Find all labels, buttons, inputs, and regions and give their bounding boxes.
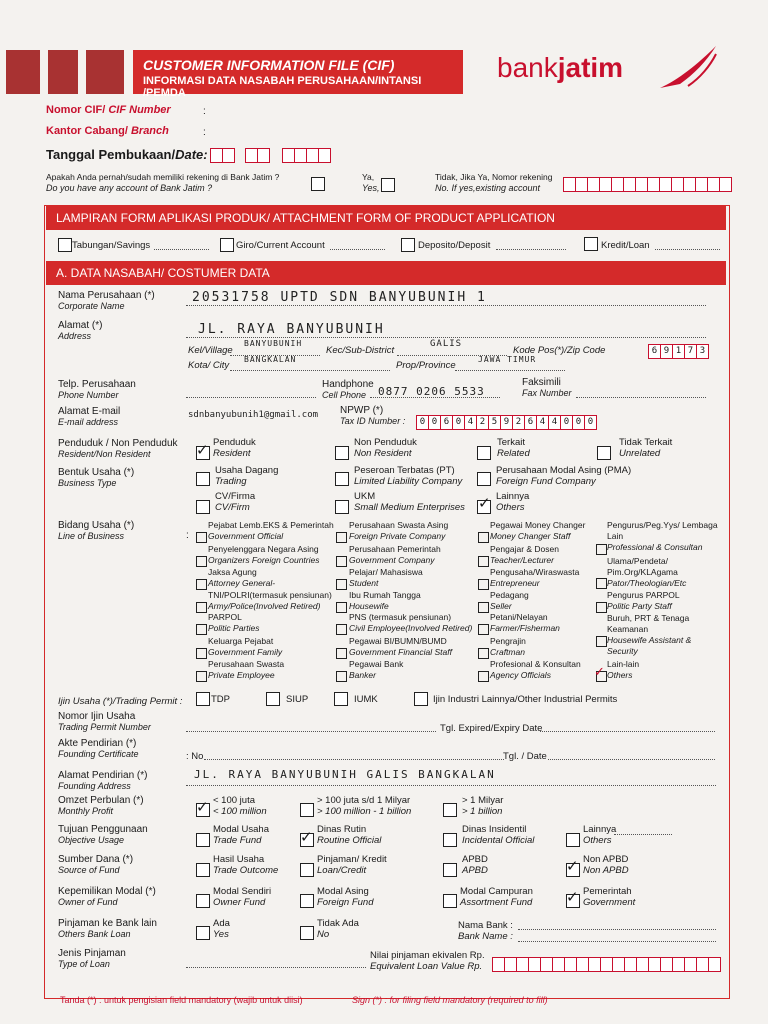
loan-value-label: Nilai pinjaman ekivalen Rp. Equivalent Loan Value Rp.	[370, 950, 485, 972]
foreign-fund-checkbox[interactable]	[300, 894, 314, 908]
email-label: Alamat E-mail E-mail address	[58, 406, 121, 427]
account-question: Apakah Anda pernah/sudah memiliki rekening di Bank Jatim ? Do you have any account of Bank Jatim ?	[46, 172, 280, 193]
line-option-checkbox[interactable]	[596, 578, 607, 589]
company-name-line	[186, 305, 706, 306]
company-name-label: Nama Perusahaan (*) Corporate Name	[58, 290, 155, 311]
non-apbd-check-icon: ✓	[566, 858, 579, 875]
founding-address-value[interactable]: JL. RAYA BANYUBUNIH GALIS BANGKALAN	[194, 768, 496, 781]
non-resident-opt-label: Non Penduduk Non Resident	[354, 437, 417, 459]
line-option-label: PNS (termasuk pensiunan) Civil Employee(Involved Retired)	[349, 612, 473, 633]
loan-yes-label: Ada Yes	[213, 918, 230, 940]
account-no-checkbox[interactable]	[381, 178, 395, 192]
address-line	[186, 337, 706, 338]
related-opt-label: Terkait Related	[497, 437, 530, 459]
profit-small-label: < 100 juta < 100 million	[213, 795, 267, 817]
line-option-label: Perusahaan Swasta Asing Foreign Private Company	[349, 520, 449, 541]
line-option-checkbox[interactable]	[336, 532, 347, 543]
owner-fund-opt-label: Modal Sendiri Owner Fund	[213, 886, 272, 908]
account-yes-label: Ya, Yes,	[362, 172, 380, 193]
city-value[interactable]: BANGKALAN	[244, 355, 297, 364]
cif-colon: :	[203, 106, 206, 117]
line-option-checkbox[interactable]	[196, 556, 207, 567]
iumk-checkbox[interactable]	[334, 692, 348, 706]
pma-opt-label: Perusahaan Modal Asing (PMA) Foreign Fund Company	[496, 465, 632, 487]
line-option-checkbox[interactable]	[596, 636, 607, 647]
form-title: CUSTOMER INFORMATION FILE (CIF)	[143, 57, 395, 73]
assortment-fund-opt-label: Modal Campuran Assortment Fund	[460, 886, 533, 908]
open-date-day[interactable]	[210, 148, 235, 163]
related-checkbox[interactable]	[477, 446, 491, 460]
subdistrict-value[interactable]: GALIS	[430, 339, 463, 349]
line-option-checkbox[interactable]	[336, 602, 347, 613]
profit-mid-checkbox[interactable]	[300, 803, 314, 817]
fund-source-label: Sumber Dana (*) Source of Fund	[58, 854, 134, 875]
logo-text-right: jatim	[557, 52, 624, 83]
line-option-label: Perusahaan Swasta Private Employee	[208, 659, 285, 680]
savings-checkbox[interactable]	[58, 238, 72, 252]
deposit-label: Deposito/Deposit	[418, 240, 491, 251]
line-option-label: Petani/Nelayan Farmer/Fisherman	[490, 612, 560, 633]
line-option-checkbox[interactable]	[478, 579, 489, 590]
logo-text-left: bank	[497, 52, 558, 83]
apbd-label: APBD APBD	[462, 854, 488, 876]
existing-account-cells[interactable]	[563, 177, 732, 192]
logo-swoosh-icon	[658, 44, 718, 90]
line-option-label: Penyelenggara Negara Asing Organizers Foreign Countries	[208, 544, 320, 565]
other-loan-label: Pinjaman ke Bank lain Others Bank Loan	[58, 918, 157, 939]
line-option-checkbox[interactable]	[478, 532, 489, 543]
line-option-label: Pejabat Lemb.EKS & Pemerintah Government Official	[208, 520, 334, 541]
tdp-checkbox[interactable]	[196, 692, 210, 706]
bank-name-line	[518, 929, 716, 930]
phone-line	[186, 397, 316, 398]
line-option-checkbox[interactable]	[478, 648, 489, 659]
address-value[interactable]: JL. RAYA BANYUBUNIH	[198, 322, 385, 337]
handphone-label: Handphone Cell Phone	[322, 379, 374, 400]
zip-label: Kode Pos(*)/Zip Code	[513, 345, 606, 356]
province-value[interactable]: JAWA TIMUR	[478, 355, 537, 364]
others-business-opt-label: Lainnya Others	[496, 491, 530, 513]
permit-number-line	[186, 731, 436, 732]
zip-cells[interactable]: 6 9 1 7 3	[648, 344, 709, 359]
non-resident-checkbox[interactable]	[335, 446, 349, 460]
village-label: Kel/Village	[188, 345, 233, 356]
line-option-checkbox[interactable]	[196, 602, 207, 613]
profit-small-check-icon: ✓	[196, 799, 209, 816]
routine-check-icon: ✓	[300, 829, 313, 846]
line-option-label: Pengusaha/Wiraswasta Entrepreneur	[490, 567, 580, 588]
loan-no-label: Tidak Ada No	[317, 918, 359, 940]
credit-dots	[655, 249, 720, 250]
expiry-label: Tgl. Expired/Expiry Date	[440, 723, 543, 734]
line-option-label: Pengurus PARPOL Politic Party Staff	[607, 590, 680, 611]
line-option-checkbox[interactable]	[336, 579, 347, 590]
line-option-label: Pedagang Seller	[490, 590, 529, 611]
loan-yes-checkbox[interactable]	[196, 926, 210, 940]
unrelated-opt-label: Tidak Terkait Unrelated	[619, 437, 673, 459]
line-option-checkbox[interactable]	[336, 648, 347, 659]
assortment-fund-checkbox[interactable]	[443, 894, 457, 908]
branch-colon: :	[203, 127, 206, 138]
savings-label: Tabungan/Savings	[72, 240, 151, 251]
header-block-3	[86, 50, 124, 94]
loan-type-label: Jenis Pinjaman Type of Loan	[58, 948, 126, 969]
form-subtitle: INFORMASI DATA NASABAH PERUSAHAAN/INTANSI /PEMDA	[143, 75, 422, 99]
line-option-checkbox[interactable]	[596, 602, 607, 613]
ukm-checkbox[interactable]	[335, 500, 349, 514]
bank-name-line-2	[518, 941, 716, 942]
objective-others-checkbox[interactable]	[566, 833, 580, 847]
line-option-label: Profesional & Konsultan Agency Officials	[490, 659, 581, 680]
bank-name-label: Nama Bank : Bank Name :	[458, 920, 513, 942]
fax-label: Faksimili Fax Number	[522, 377, 572, 398]
subdistrict-label: Kec/Sub-District	[326, 345, 395, 356]
cv-checkbox[interactable]	[196, 500, 210, 514]
form-title-bar	[133, 50, 463, 99]
foreign-fund-opt-label: Modal Asing Foreign Fund	[317, 886, 374, 908]
footer-note-id: Tanda (*) : untuk pengisian field mandatory (wajib untuk diisi)	[60, 995, 303, 1005]
owner-fund-checkbox[interactable]	[196, 894, 210, 908]
handphone-value[interactable]: 0877 0206 5533	[378, 385, 485, 398]
cv-opt-label: CV/Firma CV/Firm	[215, 491, 256, 513]
routine-label: Dinas Rutin Routine Official	[317, 824, 382, 846]
credit-checkbox[interactable]	[584, 237, 598, 251]
header-block-1	[6, 50, 40, 94]
resident-check-icon: ✓	[196, 442, 209, 459]
founding-address-line	[186, 785, 716, 786]
open-date-label: Tanggal Pembukaan/Date:	[46, 147, 208, 162]
iumk-label: IUMK	[354, 694, 378, 705]
line-option-checkbox[interactable]	[478, 671, 489, 682]
address-label: Alamat (*) Address	[58, 320, 103, 341]
line-option-checkbox[interactable]	[196, 624, 207, 635]
npwp-cells[interactable]: 0 0 6 0 4 2 5 9 2 6 4 4 0 0 0	[416, 415, 597, 430]
pt-opt-label: Peseroan Terbatas (PT) Limited Liability Company	[354, 465, 463, 487]
government-opt-label: Pemerintah Government	[583, 886, 636, 908]
trading-checkbox[interactable]	[196, 472, 210, 486]
line-option-label: Pengurus/Peg.Yys/ Lembaga Lain Professional & Consultan	[607, 520, 718, 552]
profit-mid-label: > 100 juta s/d 1 Milyar > 100 million - 1 billion	[317, 795, 412, 817]
incidental-label: Dinas Insidentil Incidental Official	[462, 824, 535, 846]
siup-label: SIUP	[286, 694, 309, 705]
ukm-opt-label: UKM Small Medium Enterprises	[354, 491, 465, 513]
permit-number-label: Nomor Ijin Usaha Trading Permit Number	[58, 711, 151, 732]
expiry-line	[540, 731, 715, 732]
incidental-checkbox[interactable]	[443, 833, 457, 847]
trade-fund-checkbox[interactable]	[196, 833, 210, 847]
line-option-label: Ulama/Pendeta/ Pim.Org/KLAgama Pator/Theologian/Etc	[607, 556, 687, 588]
founding-no-line	[204, 759, 504, 760]
line-option-checkbox[interactable]	[596, 544, 607, 555]
other-permit-label: Ijin Industri Lainnya/Other Industrial Permits	[433, 694, 618, 705]
line-option-checkbox[interactable]	[478, 602, 489, 613]
line-option-label: Lain-lain Others	[607, 659, 640, 680]
line-option-label: Pengajar & Dosen Teacher/Lecturer	[490, 544, 559, 565]
footer-note-en: Sign (*) : for filing field mandatory (required to fill)	[352, 995, 548, 1005]
deposit-checkbox[interactable]	[401, 238, 415, 252]
line-option-label: Keluarga Pejabat Government Family	[208, 636, 283, 657]
line-option-label: Jaksa Agung Attorney General-	[208, 567, 276, 588]
trading-opt-label: Usaha Dagang Trading	[215, 465, 279, 487]
other-permit-checkbox[interactable]	[414, 692, 428, 706]
trade-outcome-checkbox[interactable]	[196, 863, 210, 877]
fax-line	[576, 397, 706, 398]
line-of-business-label: Bidang Usaha (*) Line of Business	[58, 520, 135, 541]
resident-label: Penduduk / Non Penduduk Resident/Non Resident	[58, 438, 178, 459]
resident-opt-label: Penduduk Resident	[213, 437, 256, 459]
section-a-header: A. DATA NASABAH/ COSTUMER DATA	[46, 261, 726, 285]
profit-large-checkbox[interactable]	[443, 803, 457, 817]
line-option-checkbox[interactable]	[336, 671, 347, 682]
profit-label: Omzet Perbulan (*) Monthly Profit	[58, 795, 144, 816]
line-option-checkbox[interactable]	[196, 671, 207, 682]
line-option-label: Pegawai Money Changer Money Changer Staff	[490, 520, 586, 541]
line-option-label: Pelajar/ Mahasiswa Student	[349, 567, 423, 588]
non-apbd-label: Non APBD Non APBD	[583, 854, 629, 876]
line-option-checkbox[interactable]	[196, 579, 207, 590]
founding-address-label: Alamat Pendirian (*) Founding Address	[58, 770, 148, 791]
line-option-label: TNI/POLRI(termasuk pensiunan) Army/Police(Involved Retired)	[208, 590, 332, 611]
government-check-icon: ✓	[566, 889, 579, 906]
line-of-business-colon: :	[186, 530, 189, 541]
line-option-label: Pengrajin Craftman	[490, 636, 526, 657]
line-option-label: Buruh, PRT & Tenaga Keamanan Housewife Assistant & Security	[607, 613, 692, 656]
pt-checkbox[interactable]	[335, 472, 349, 486]
line-option-label: Ibu Rumah Tangga Housewife	[349, 590, 421, 611]
phone-label: Telp. Perusahaan Phone Number	[58, 379, 136, 400]
line-option-label: PARPOL Politic Parties	[208, 612, 260, 633]
credit-label: Kredit/Loan	[601, 240, 650, 251]
line-option-checkbox[interactable]	[336, 624, 347, 635]
loan-value-cells[interactable]	[492, 957, 721, 972]
bank-logo	[497, 52, 623, 84]
line-option-checkbox[interactable]	[196, 648, 207, 659]
company-name-value[interactable]: 20531758 UPTD SDN BANYUBUNIH 1	[192, 290, 487, 305]
trade-fund-label: Modal Usaha Trade Fund	[213, 824, 269, 846]
tdp-label: TDP	[211, 694, 230, 705]
line-option-checkbox[interactable]	[478, 624, 489, 635]
loan-type-line	[186, 967, 366, 968]
header-block-2	[48, 50, 78, 94]
province-line	[455, 370, 565, 371]
loan-credit-label: Pinjaman/ Kredit Loan/Credit	[317, 854, 387, 876]
others-line-check-icon: ✓	[594, 664, 605, 679]
objective-others-line	[614, 834, 672, 835]
loan-no-checkbox[interactable]	[300, 926, 314, 940]
city-label: Kota/ City	[188, 360, 230, 371]
savings-dots	[154, 249, 209, 250]
line-option-checkbox[interactable]	[196, 532, 207, 543]
business-type-label: Bentuk Usaha (*) Business Type	[58, 467, 135, 488]
account-yes-checkbox[interactable]	[311, 177, 325, 191]
open-date-year[interactable]	[282, 148, 331, 163]
permit-label: Ijin Usaha (*)/Trading Permit :	[58, 696, 183, 707]
profit-large-label: > 1 Milyar > 1 billion	[462, 795, 504, 817]
current-checkbox[interactable]	[220, 238, 234, 252]
objective-others-label: Lainnya Others	[583, 824, 617, 846]
current-label: Giro/Current Account	[236, 240, 325, 251]
account-no-label: Tidak, Jika Ya, Nomor rekening No. If yes,existing account	[435, 172, 553, 193]
founding-date-label: Tgl. / Date	[503, 751, 547, 762]
trade-outcome-label: Hasil Usaha Trade Outcome	[213, 854, 279, 876]
founding-cert-label: Akte Pendirian (*) Founding Certificate	[58, 738, 139, 759]
unrelated-checkbox[interactable]	[597, 446, 611, 460]
line-option-label: Pegawai BI/BUMN/BUMD Government Financial Staff	[349, 636, 452, 657]
others-business-check-icon: ✓	[478, 495, 491, 512]
line-option-label: Pegawai Bank Banker	[349, 659, 404, 680]
village-value[interactable]: BANYUBUNIH	[244, 339, 303, 348]
city-line	[230, 370, 390, 371]
branch-label: Kantor Cabang/ Branch	[46, 125, 169, 137]
attachment-section-header: LAMPIRAN FORM APLIKASI PRODUK/ ATTACHMENT FORM OF PRODUCT APPLICATION	[46, 206, 726, 230]
current-dots	[330, 249, 385, 250]
deposit-dots	[496, 249, 566, 250]
cif-label: Nomor CIF/ CIF Number	[46, 104, 171, 116]
founding-no-label: : No	[186, 751, 204, 762]
siup-checkbox[interactable]	[266, 692, 280, 706]
pma-checkbox[interactable]	[477, 472, 491, 486]
loan-credit-checkbox[interactable]	[300, 863, 314, 877]
founding-date-line	[548, 759, 715, 760]
line-option-label: Perusahaan Pemerintah Government Company	[349, 544, 441, 565]
line-option-checkbox[interactable]	[336, 556, 347, 567]
handphone-line	[370, 397, 500, 398]
email-value[interactable]: sdnbanyubunih1@gmail.com	[188, 410, 319, 420]
npwp-label: NPWP (*) Tax ID Number :	[340, 405, 406, 426]
owner-fund-label: Kepemilikan Modal (*) Owner of Fund	[58, 886, 156, 907]
line-option-checkbox[interactable]	[478, 556, 489, 567]
open-date-month[interactable]	[245, 148, 270, 163]
objective-label: Tujuan Penggunaan Objective Usage	[58, 824, 148, 845]
apbd-checkbox[interactable]	[443, 863, 457, 877]
province-label: Prop/Province	[396, 360, 456, 371]
